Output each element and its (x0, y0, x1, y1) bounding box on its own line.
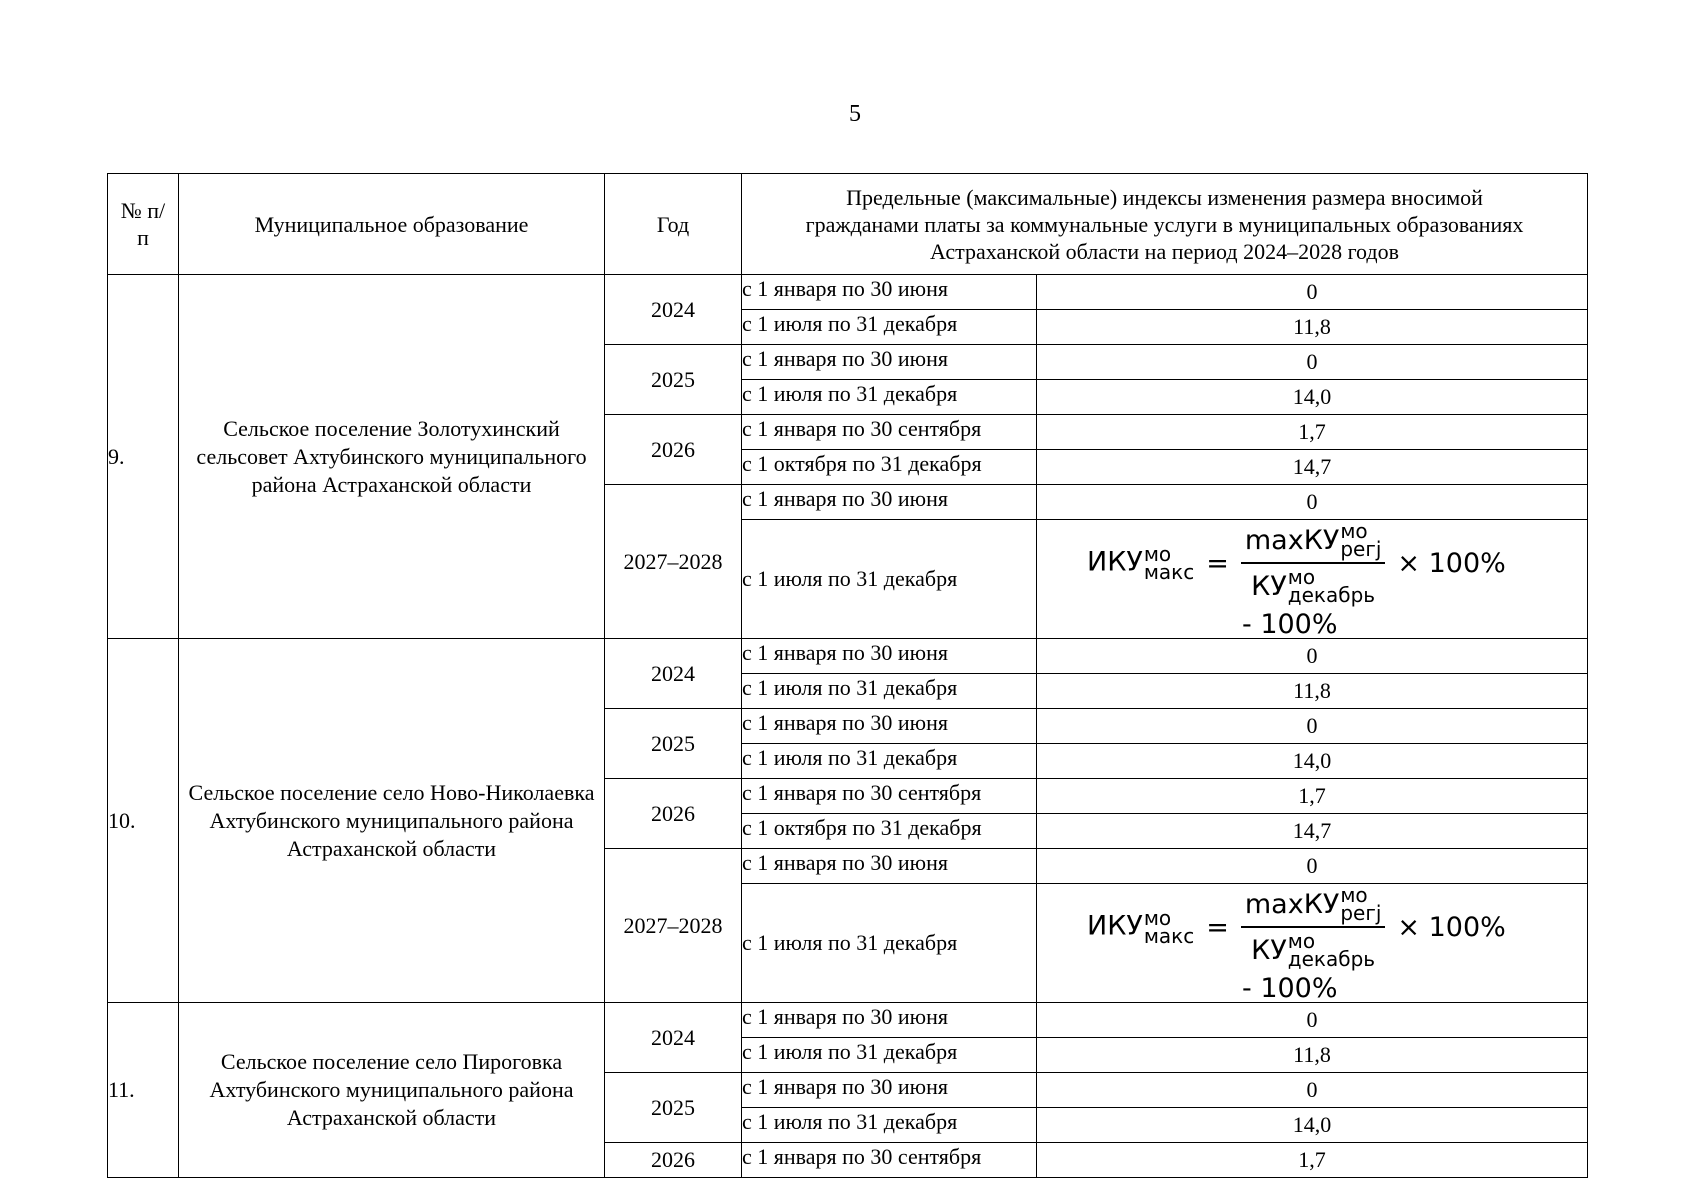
page-number: 5 (849, 101, 861, 127)
entry-year: 2024 (605, 639, 742, 709)
entry-value: 0 (1037, 1003, 1588, 1038)
entry-value: 1,7 (1037, 1143, 1588, 1178)
formula-lhs (1087, 542, 1195, 584)
formula-subscript: регj (1340, 537, 1382, 561)
table-row (108, 639, 1588, 674)
formula-line (1087, 883, 1506, 971)
formula-tail: - 100% (1242, 609, 1338, 640)
entry-value: 0 (1037, 485, 1588, 520)
entry-number: 11. (108, 1003, 179, 1178)
table-row (108, 275, 1588, 310)
formula-superscript: мо (1340, 519, 1368, 543)
formula-equals: = (1206, 911, 1229, 943)
entry-value: 0 (1037, 709, 1588, 744)
formula-denominator-symbol: КУ (1251, 570, 1287, 602)
formula-numerator (1241, 519, 1386, 564)
entry-period: с 1 июля по 31 декабря (742, 380, 1037, 415)
entry-municipality: Сельское поселение Золотухинский сельсовет Ахтубинского муниципального района Астраханской области (179, 275, 605, 639)
formula-indices (1143, 906, 1195, 948)
entry-value: 1,7 (1037, 779, 1588, 814)
entry-year: 2027–2028 (605, 849, 742, 1003)
entry-period: с 1 октября по 31 декабря (742, 450, 1037, 485)
entry-period: с 1 июля по 31 декабря (742, 884, 1037, 1003)
index-formula (1037, 520, 1587, 638)
entry-period: с 1 января по 30 июня (742, 639, 1037, 674)
header-index: Предельные (максимальные) индексы изменения размера вносимой гражданами платы за коммунальные услуги в муниципальных образованиях Астраханской области на период 2024–2028 годов (742, 174, 1588, 275)
entry-period: с 1 января по 30 сентября (742, 415, 1037, 450)
formula-subscript: декабрь (1287, 583, 1376, 607)
entry-period: с 1 января по 30 сентября (742, 1143, 1037, 1178)
entry-value: 0 (1037, 849, 1588, 884)
formula-indices (1143, 542, 1195, 584)
formula-lhs (1087, 906, 1195, 948)
formula-superscript: мо (1340, 883, 1368, 907)
formula-equals: = (1206, 547, 1229, 579)
entry-value-formula (1037, 884, 1588, 1003)
formula-numerator-symbol: maxКУ (1244, 888, 1340, 920)
entry-value: 11,8 (1037, 310, 1588, 345)
entry-number: 9. (108, 275, 179, 639)
formula-subscript: макс (1143, 560, 1195, 584)
header-year: Год (605, 174, 742, 275)
entry-number: 10. (108, 639, 179, 1003)
entry-value: 14,0 (1037, 744, 1588, 779)
entry-value: 0 (1037, 275, 1588, 310)
index-formula (1037, 884, 1587, 1002)
formula-fraction (1241, 883, 1386, 971)
entry-year: 2026 (605, 415, 742, 485)
entry-value: 1,7 (1037, 415, 1588, 450)
entry-value: 11,8 (1037, 674, 1588, 709)
tariff-index-table (107, 173, 1588, 1178)
entry-municipality: Сельское поселение село Ново-Николаевка Ахтубинского муниципального района Астраханской области (179, 639, 605, 1003)
formula-indices (1340, 883, 1382, 925)
header-num: № п/п (108, 174, 179, 275)
entry-year: 2024 (605, 1003, 742, 1073)
entry-period: с 1 июля по 31 декабря (742, 674, 1037, 709)
entry-period: с 1 января по 30 июня (742, 1073, 1037, 1108)
entry-period: с 1 января по 30 июня (742, 485, 1037, 520)
entry-year: 2025 (605, 709, 742, 779)
formula-fraction (1241, 519, 1386, 607)
entry-year: 2026 (605, 779, 742, 849)
entry-value: 14,7 (1037, 450, 1588, 485)
entry-value: 14,7 (1037, 814, 1588, 849)
formula-indices (1287, 929, 1376, 971)
entry-period: с 1 июля по 31 декабря (742, 1108, 1037, 1143)
formula-indices (1340, 519, 1382, 561)
formula-indices (1287, 565, 1376, 607)
formula-lhs-symbol: ИКУ (1087, 910, 1143, 942)
formula-subscript: декабрь (1287, 947, 1376, 971)
formula-numerator-symbol: maxКУ (1244, 524, 1340, 556)
entry-period: с 1 июля по 31 декабря (742, 744, 1037, 779)
entry-value: 14,0 (1037, 1108, 1588, 1143)
formula-subscript: регj (1340, 901, 1382, 925)
entry-municipality: Сельское поселение село Пироговка Ахтубинского муниципального района Астраханской области (179, 1003, 605, 1178)
formula-lhs-symbol: ИКУ (1087, 546, 1143, 578)
formula-multiplier: × 100% (1397, 547, 1506, 579)
entry-period: с 1 января по 30 июня (742, 345, 1037, 380)
entry-value: 0 (1037, 639, 1588, 674)
formula-multiplier: × 100% (1397, 911, 1506, 943)
entry-value: 0 (1037, 1073, 1588, 1108)
entry-value: 11,8 (1037, 1038, 1588, 1073)
formula-numerator (1241, 883, 1386, 928)
formula-superscript: мо (1143, 542, 1172, 566)
entry-period: с 1 июля по 31 декабря (742, 310, 1037, 345)
entry-period: с 1 января по 30 июня (742, 275, 1037, 310)
entry-value: 14,0 (1037, 380, 1588, 415)
entry-year: 2025 (605, 345, 742, 415)
entry-period: с 1 января по 30 сентября (742, 779, 1037, 814)
entry-period: с 1 октября по 31 декабря (742, 814, 1037, 849)
entry-period: с 1 января по 30 июня (742, 1003, 1037, 1038)
entry-value-formula (1037, 520, 1588, 639)
formula-superscript: мо (1143, 906, 1172, 930)
formula-tail: - 100% (1242, 973, 1338, 1004)
header-municipality: Муниципальное образование (179, 174, 605, 275)
formula-superscript: мо (1287, 929, 1316, 953)
formula-superscript: мо (1287, 565, 1316, 589)
entry-period: с 1 июля по 31 декабря (742, 1038, 1037, 1073)
formula-denominator-symbol: КУ (1251, 934, 1287, 966)
entry-year: 2026 (605, 1143, 742, 1178)
formula-subscript: макс (1143, 924, 1195, 948)
header-row (108, 174, 1588, 275)
table-row (108, 1003, 1588, 1038)
entry-value: 0 (1037, 345, 1588, 380)
formula-denominator (1247, 928, 1379, 971)
formula-denominator (1247, 564, 1379, 607)
entry-period: с 1 января по 30 июня (742, 849, 1037, 884)
entry-year: 2024 (605, 275, 742, 345)
entry-year: 2027–2028 (605, 485, 742, 639)
entry-year: 2025 (605, 1073, 742, 1143)
entry-period: с 1 июля по 31 декабря (742, 520, 1037, 639)
entry-period: с 1 января по 30 июня (742, 709, 1037, 744)
formula-line (1087, 519, 1506, 607)
